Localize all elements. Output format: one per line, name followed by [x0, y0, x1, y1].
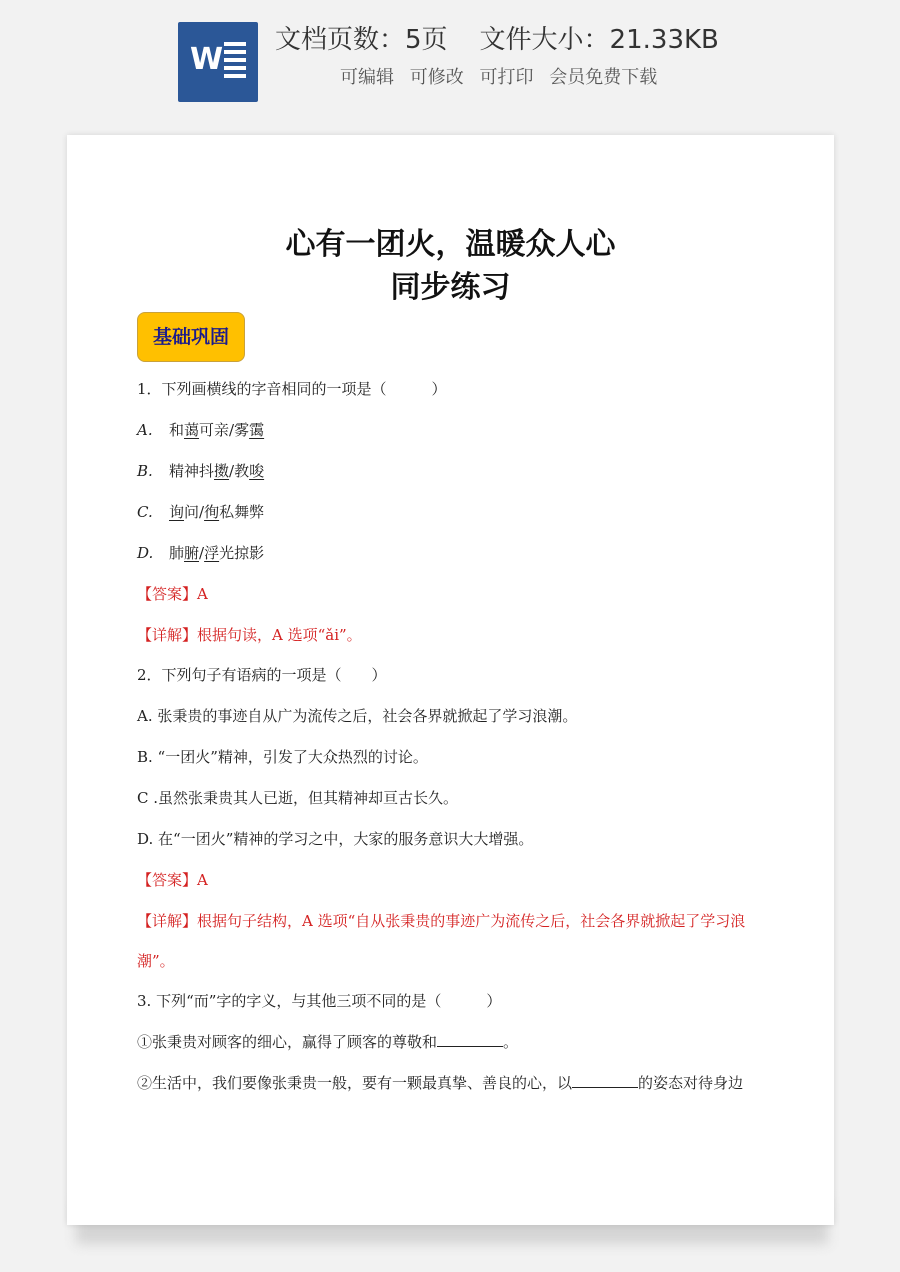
option-text: 问/: [184, 503, 205, 521]
question-2-explanation-cont: 潮”。: [137, 952, 175, 970]
question-2-explanation: 【详解】根据句子结构，A 选项“自从张秉贵的事迹广为流传之后，社会各界就掀起了学习浪: [137, 912, 746, 930]
question-3-item-2: [137, 1070, 777, 1096]
underlined-char: 浮: [204, 544, 220, 562]
option-text: 私舞弊: [219, 503, 265, 521]
feature-member-download: 会员免费下载: [549, 67, 658, 88]
option-label: B.: [137, 462, 153, 480]
question-1-option-a: [137, 417, 777, 443]
fill-blank: [572, 1071, 638, 1088]
underlined-char: 霭: [249, 421, 265, 439]
question-3-stem: 3. 下列“而”字的字义，与其他三项不同的是（ ）: [137, 992, 502, 1010]
underlined-char: 唆: [249, 462, 265, 480]
question-1-option-d: [137, 540, 777, 566]
option-text: 和: [169, 421, 185, 439]
item-text: 。: [503, 1033, 519, 1051]
option-text: 精神抖: [169, 462, 215, 480]
section-tag: 基础巩固: [137, 312, 245, 362]
option-text: /: [199, 544, 205, 562]
question-1-option-b: [137, 458, 777, 484]
option-label: D.: [137, 544, 154, 562]
question-2-option-b: B. “一团火”精神，引发了大众热烈的讨论。: [137, 748, 428, 766]
word-lines-glyph: [224, 42, 246, 82]
underlined-char: 询: [169, 503, 185, 521]
question-2-option-a: A. 张秉贵的事迹自从广为流传之后，社会各界就掀起了学习浪潮。: [137, 707, 578, 725]
question-2-option-c: C .虽然张秉贵其人已逝，但其精神却亘古长久。: [137, 789, 459, 807]
feature-list: [340, 64, 667, 92]
document-title: 心有一团火，温暖众人心: [285, 227, 616, 262]
fill-blank: [437, 1030, 503, 1047]
option-text: 可亲/雾: [199, 421, 250, 439]
document-info-banner: [0, 0, 900, 120]
question-3-item-1: [137, 1029, 777, 1055]
option-label: A.: [137, 421, 153, 439]
question-2-answer: 【答案】A: [137, 871, 208, 889]
word-document-icon: [178, 22, 258, 102]
question-2-stem: 2．下列句子有语病的一项是（ ）: [137, 666, 387, 684]
feature-editable: 可编辑: [340, 67, 394, 88]
page-count: 文档页数：5页: [275, 25, 448, 55]
item-text: 的姿态对待身边: [638, 1074, 744, 1092]
item-text: ①张秉贵对顾客的细心，赢得了顾客的尊敬和: [137, 1033, 438, 1051]
question-1-option-c: [137, 499, 777, 525]
option-label: C.: [137, 503, 153, 521]
document-page: [67, 135, 834, 1225]
underlined-char: 蔼: [184, 421, 200, 439]
feature-printable: 可打印: [479, 67, 534, 88]
file-size: 文件大小：21.33KB: [479, 25, 719, 55]
option-text: 肺: [169, 544, 185, 562]
document-subtitle: 同步练习: [390, 270, 511, 305]
underlined-char: 腑: [184, 544, 200, 562]
underlined-char: 擞: [214, 462, 230, 480]
question-2-option-d: D. 在“一团火”精神的学习之中，大家的服务意识大大增强。: [137, 830, 534, 848]
feature-modifiable: 可修改: [409, 67, 464, 88]
option-text: /教: [229, 462, 250, 480]
file-stats: [275, 22, 719, 58]
word-letter: W: [190, 42, 224, 77]
question-1-stem: 1．下列画横线的字音相同的一项是（ ）: [137, 380, 447, 398]
question-1-answer: 【答案】A: [137, 585, 208, 603]
item-text: ②生活中，我们要像张秉贵一般，要有一颗最真挚、善良的心，以: [137, 1074, 573, 1092]
underlined-char: 徇: [204, 503, 220, 521]
question-1-explanation: 【详解】根据句读，A 选项“ǎi”。: [137, 626, 362, 644]
option-text: 光掠影: [219, 544, 265, 562]
